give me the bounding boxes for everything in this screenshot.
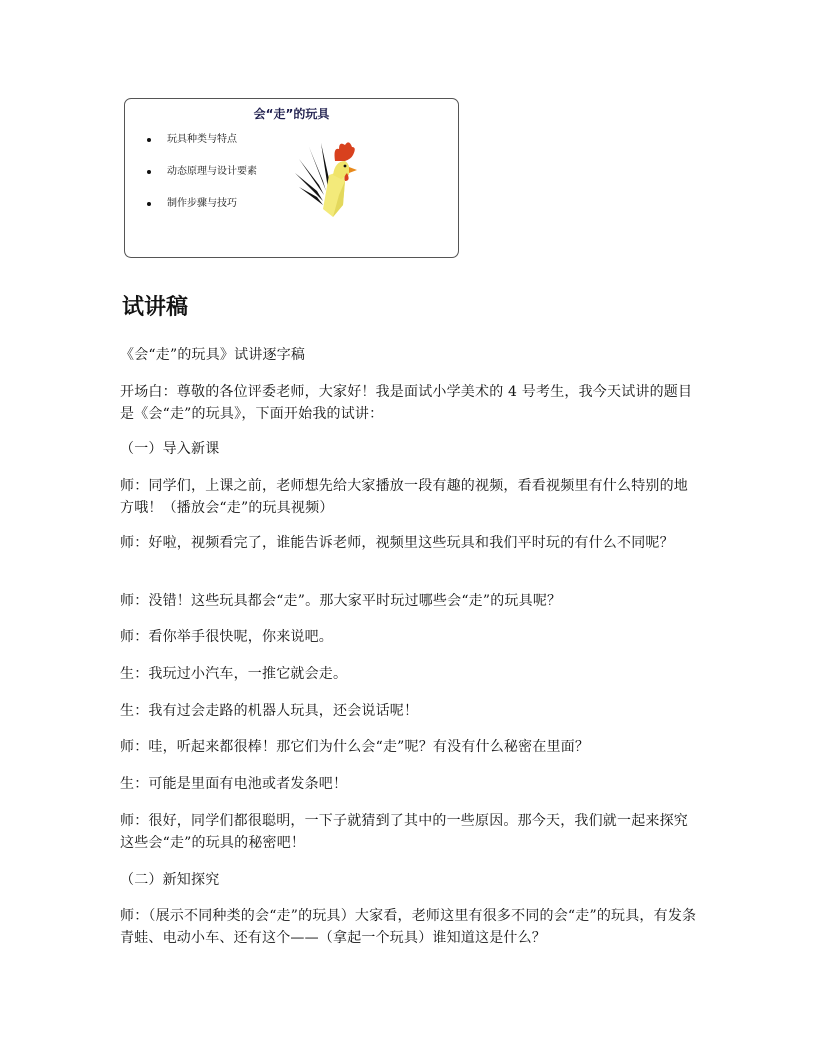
paragraph: 师：同学们，上课之前，老师想先给大家播放一段有趣的视频，看看视频里有什么特别的地方哦！（播放会“走”的玩具视频） — [120, 478, 688, 516]
rooster-toy-illustration — [293, 135, 363, 223]
section-heading: （一）导入新课 — [120, 441, 220, 457]
paragraph: 师：没错！这些玩具都会“走”。那大家平时玩过哪些会“走”的玩具呢？ — [120, 593, 562, 609]
paragraph: 师：（展示不同种类的会“走”的玩具）大家看，老师这里有很多不同的会“走”的玩具，有发条青蛙、电动小车、还有这个——（拿起一个玩具）谁知道这是什么？ — [120, 908, 697, 946]
paragraph: 开场白：尊敬的各位评委老师，大家好！我是面试小学美术的 4 号考生，我今天试讲的题目是《会“走”的玩具》，下面开始我的试讲： — [120, 384, 693, 422]
paragraph: 师：好啦，视频看完了，谁能告诉老师，视频里这些玩具和我们平时玩的有什么不同呢？ — [120, 535, 674, 551]
slide-bullet: 玩具种类与特点 — [147, 133, 257, 165]
paragraph: 生：我玩过小汽车，一推它就会走。 — [120, 666, 348, 682]
slide-bullet-list — [147, 133, 257, 229]
slide-bullet: 制作步骤与技巧 — [147, 197, 257, 229]
slide-bullet: 动态原理与设计要素 — [147, 165, 257, 197]
paragraph: 师：很好，同学们都很聪明，一下子就猜到了其中的一些原因。那今天，我们就一起来探究这些会“走”的玩具的秘密吧！ — [120, 813, 688, 851]
paragraph: 师：哇，听起来都很棒！那它们为什么会“走”呢？有没有什么秘密在里面？ — [120, 739, 590, 755]
paragraph: 生：我有过会走路的机器人玩具，还会说话呢！ — [120, 703, 419, 719]
section-heading: （二）新知探究 — [120, 872, 220, 888]
slide-title: 会“走”的玩具 — [253, 107, 330, 121]
paragraph: 师：看你举手很快呢，你来说吧。 — [120, 629, 333, 645]
page-heading: 试讲稿 — [122, 295, 189, 320]
paragraph: 《会“走”的玩具》试讲逐字稿 — [120, 347, 306, 363]
slide-thumbnail — [124, 98, 459, 258]
paragraph: 生：可能是里面有电池或者发条吧！ — [120, 776, 348, 792]
